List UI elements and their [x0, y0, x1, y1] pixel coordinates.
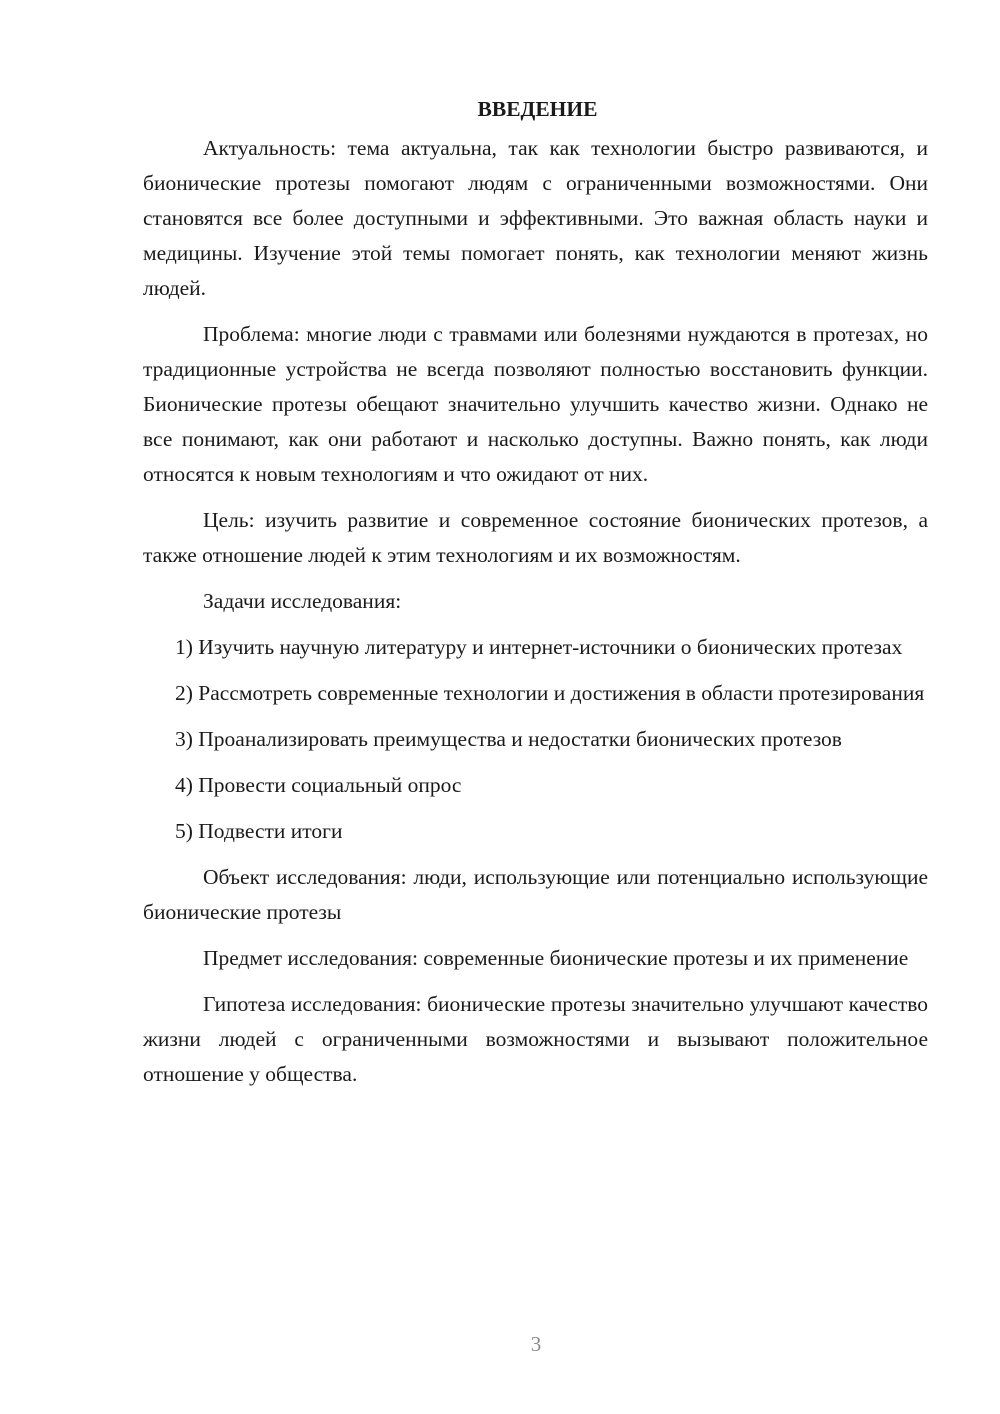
list-item: 2) Рассмотреть современные технологии и достижения в области протезирования	[175, 681, 925, 705]
paragraph-object: Объект исследования: люди, использующие или потенциально использующие бионические протезы	[143, 865, 928, 924]
paragraph-problem: Проблема: многие люди с травмами или болезнями нуждаются в протезах, но традиционные устройства не всегда позволяют полностью восстановить функции. Бионические протезы обещают значительно улучшить качество жизни. Однако не все понимают, как они работают и насколько доступны. Важно понять, как люди относятся к новым технологиям и что ожидают от них.	[143, 322, 928, 486]
tasks-heading: Задачи исследования:	[203, 589, 402, 613]
section-title: ВВЕДЕНИЕ	[477, 97, 598, 121]
list-item: 3) Проанализировать преимущества и недостатки бионических протезов	[175, 727, 842, 751]
list-item: 1) Изучить научную литературу и интернет-источники о бионических протезах	[175, 635, 903, 659]
page-number: 3	[530, 1332, 542, 1356]
paragraph-relevance: Актуальность: тема актуальна, так как технологии быстро развиваются, и бионические протезы помогают людям с ограниченными возможностями. Они становятся все более доступными и эффективными. Это важная область науки и медицины. Изучение этой темы помогает понять, как технологии меняют жизнь людей.	[143, 136, 928, 300]
document-page	[143, 92, 928, 1103]
tasks-list	[143, 630, 928, 849]
paragraph-hypothesis: Гипотеза исследования: бионические протезы значительно улучшают качество жизни людей с ограниченными возможностями и вызывают положительное отношение у общества.	[143, 992, 928, 1086]
paragraph-goal: Цель: изучить развитие и современное состояние бионических протезов, а также отношение людей к этим технологиям и их возможностям.	[143, 508, 928, 567]
paragraph-subject: Предмет исследования: современные бионические протезы и их применение	[203, 946, 909, 970]
list-item: 5) Подвести итоги	[175, 819, 343, 843]
list-item: 4) Провести социальный опрос	[175, 773, 462, 797]
